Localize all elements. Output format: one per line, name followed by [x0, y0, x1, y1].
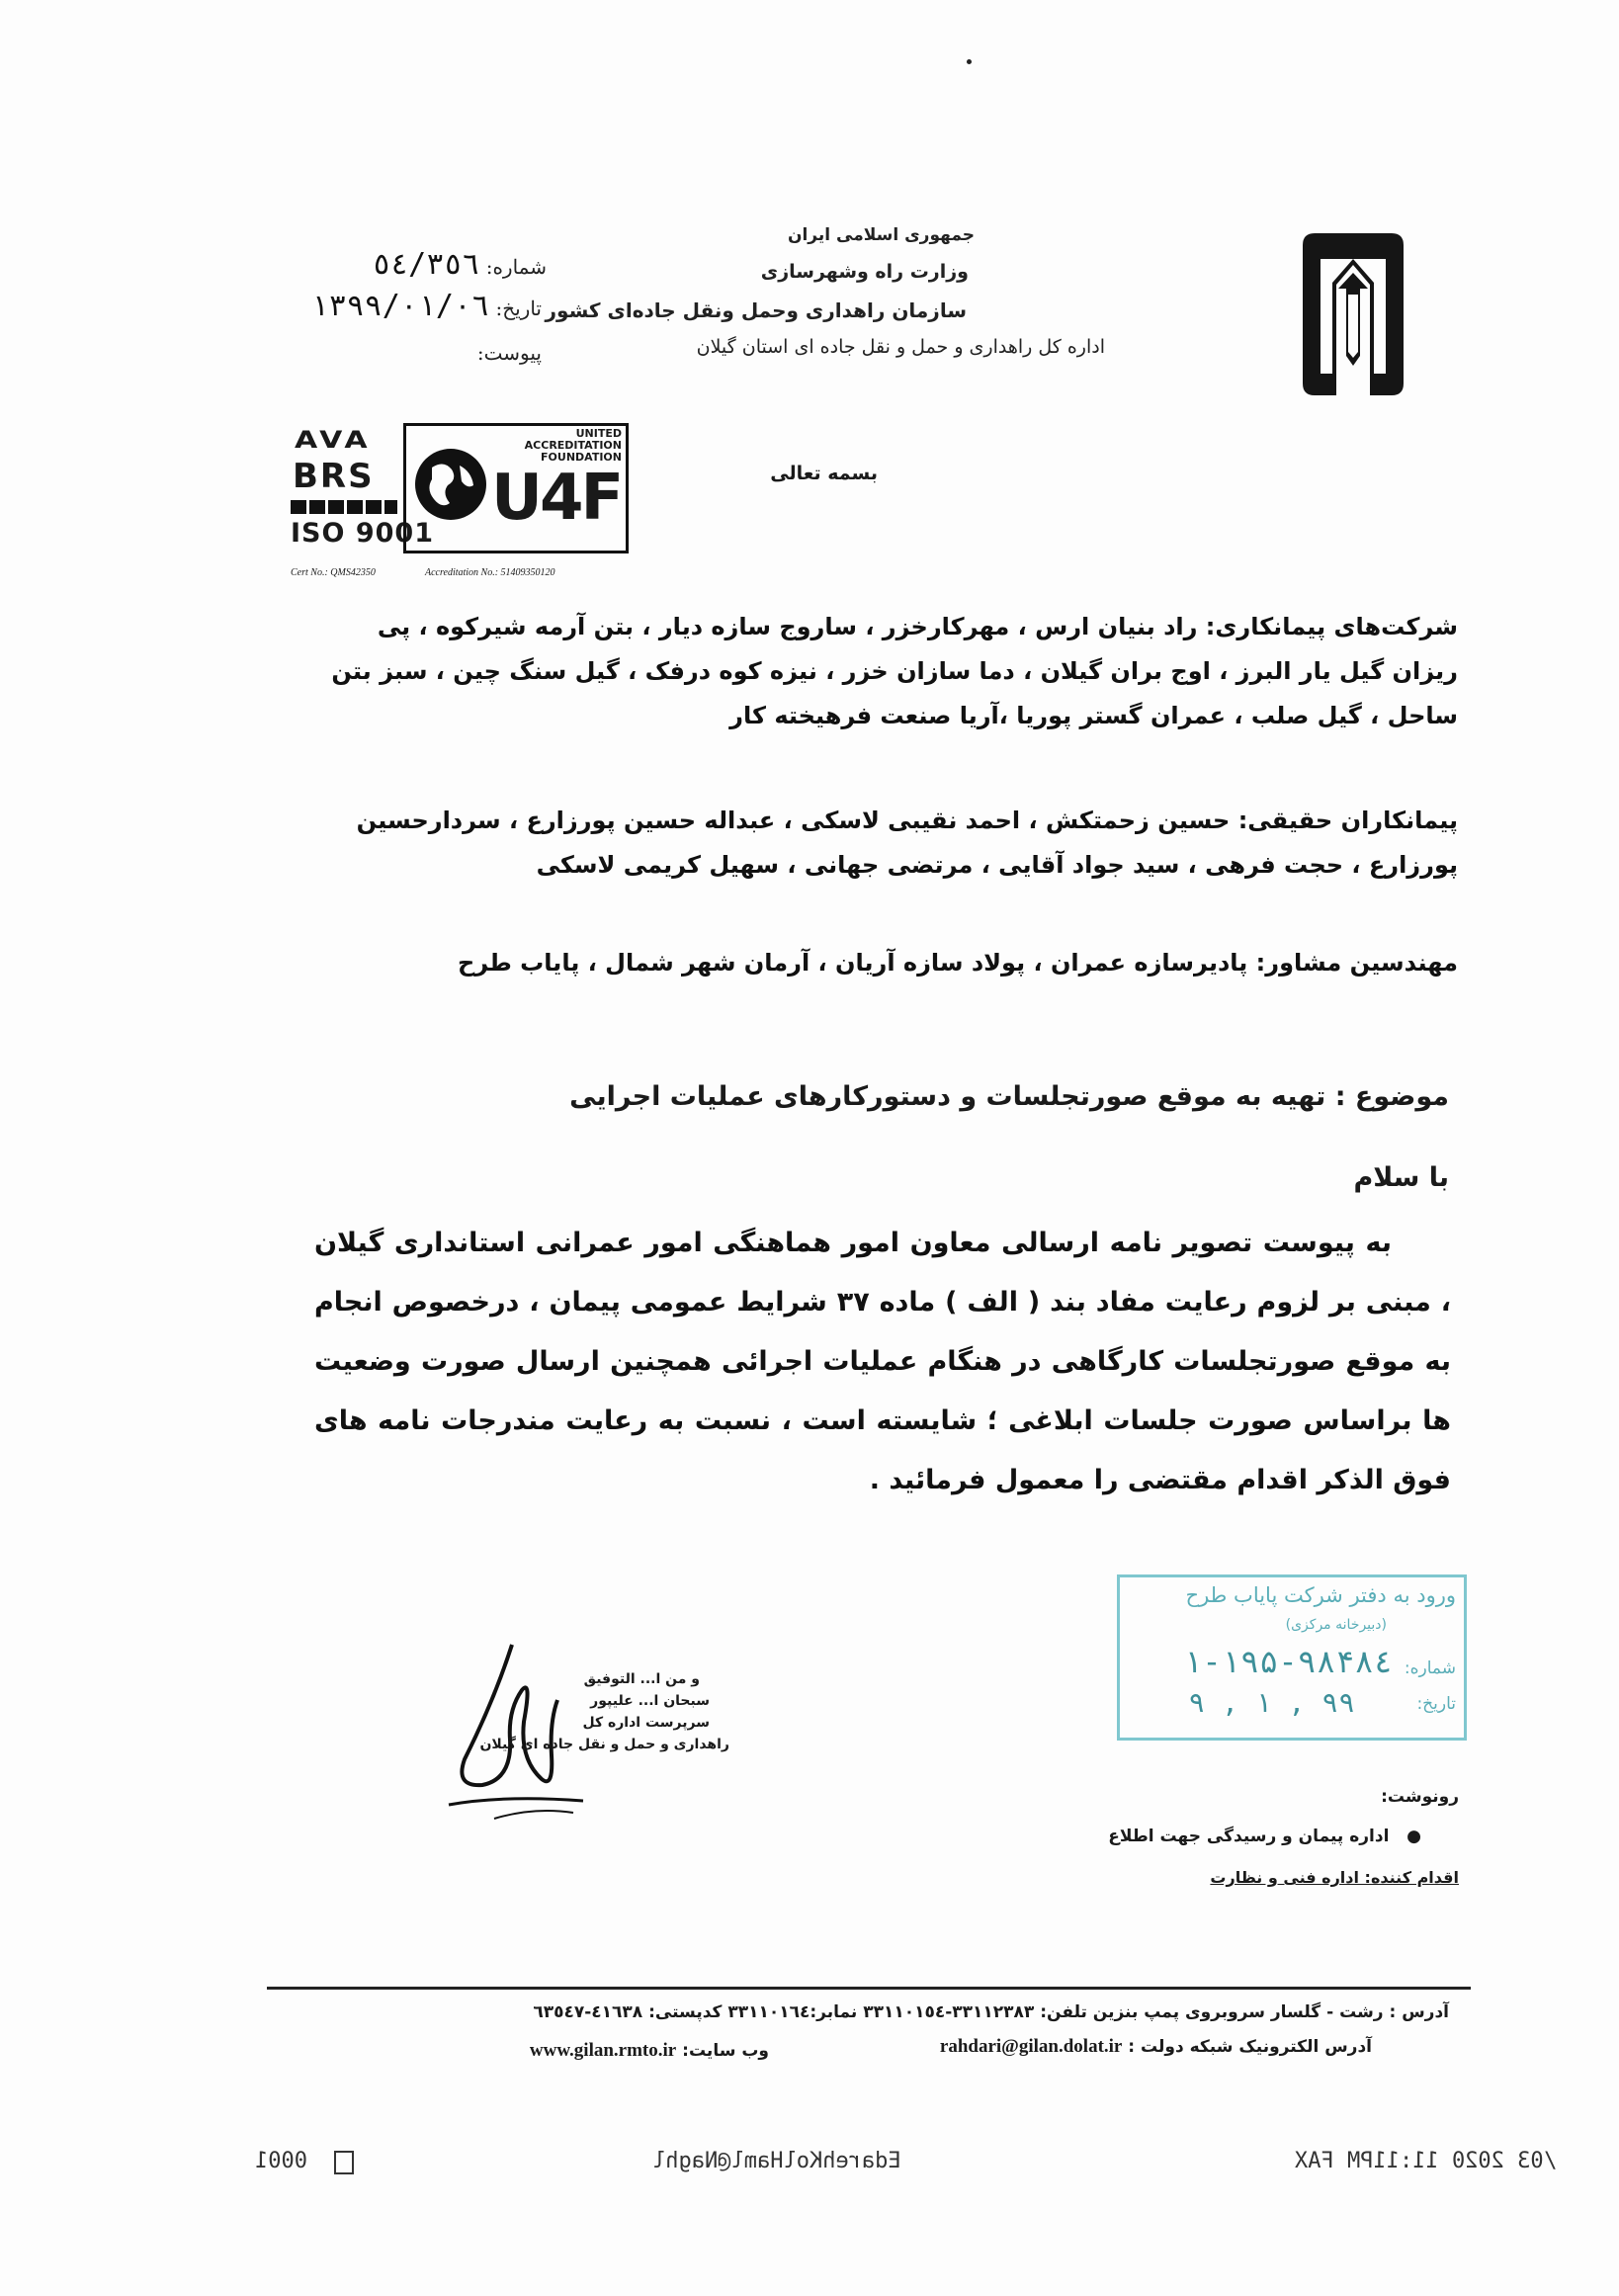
footer-email-row — [940, 2036, 1372, 2058]
letter-date-value: ١٣٩٩/٠١/٠٦ — [310, 289, 490, 323]
consultants-text: پادیرسازه عمران ، پولاد سازه آریان ، آرمان شهر شمال ، پایاب طرح — [457, 949, 1248, 977]
stamp-date-label: تاریخ: — [1416, 1694, 1456, 1714]
individuals-text: حسین زحمتکش ، احمد نقیبی لاسکی ، عبداله حسین پورزارع ، سردارحسین پورزارع ، حجت فرهی ، سید جواد آقایی ، مرتضی جهانی ، سهیل کریمی لاسکی — [356, 807, 1458, 879]
copy-item: اداره پیمان و رسیدگی جهت اطلاع — [1108, 1827, 1390, 1846]
footer-website[interactable]: www.gilan.rmto.ir — [529, 2040, 677, 2061]
header-organization: سازمان راهداری وحمل ونقل جاده‌ای کشور — [545, 298, 967, 322]
uaf-line2: ACCREDITATION — [524, 439, 622, 452]
uaf-line1: UNITED — [575, 427, 622, 440]
subject-line — [569, 1081, 1449, 1112]
accreditation-number: Accreditation No.: 51409350120 — [425, 567, 555, 578]
uaf-line3: FOUNDATION — [541, 451, 622, 464]
letter-attachment-label: پیوست: — [476, 341, 542, 365]
footer-email[interactable]: rahdari@gilan.dolat.ir — [939, 2036, 1123, 2057]
letter-number-row — [373, 247, 547, 282]
signature-title: سرپرست اداره کل — [582, 1715, 710, 1731]
brs-mark: AVA — [295, 426, 372, 455]
letter-number-label: شماره: — [485, 255, 547, 279]
subject-text: تهیه به موقع صورتجلسات و دستورکارهای عملیات اجرایی — [569, 1081, 1326, 1112]
uaf-logo: U4F — [491, 462, 622, 535]
fax-timestamp: /03 2020 11:11PM FAX — [1295, 2149, 1557, 2173]
header-directorate: اداره کل راهداری و حمل و نقل جاده ای استان گیلان — [696, 336, 1105, 358]
fax-sender: EdarehKolHaml@Naghl — [652, 2149, 901, 2173]
rmto-logo-icon — [1295, 225, 1411, 401]
brs-text: BRS — [293, 457, 375, 496]
signature-name: سبحان ا... علیپور — [590, 1693, 710, 1709]
recipients-contractors — [321, 605, 1458, 738]
individuals-label: پیمانکاران حقیقی: — [1237, 807, 1458, 834]
stamp-number-value: ۱-۱۹۵-۹۸۴۸٤ — [1183, 1643, 1393, 1680]
cert-number: Cert No.: QMS42350 — [291, 567, 376, 578]
reception-stamp — [1117, 1574, 1467, 1741]
copy-label: رونوشت: — [1381, 1787, 1459, 1807]
signature-block — [479, 1668, 729, 1755]
letter-date-label: تاریخ: — [495, 297, 542, 320]
fax-page-icon — [334, 2151, 354, 2174]
footer-website-label: وب سایت: — [682, 2041, 769, 2061]
signature-org: راهداری و حمل و نقل جاده ای گیلان — [479, 1737, 729, 1752]
recipients-consultants — [321, 941, 1458, 985]
subject-label: موضوع : — [1334, 1081, 1449, 1112]
stamp-title: ورود به دفتر شرکت پایاب طرح — [1185, 1583, 1456, 1607]
uaf-box — [403, 423, 629, 553]
letter-number-value: ٥٤/٣٥٦ — [372, 247, 480, 282]
contractors-text: راد بنیان ارس ، مهرکارخزر ، ساروج سازه دیار ، بتن آرمه شیرکوه ، پی ریزان گیل یار البرز ، اوج بران گیلان ، دما سازان خزر ، نیزه کوه درفک ، گیل سنگ چین ، سبز بتن ساحل ، گیل صلب ، عمران گستر پوریا ،آریا صنعت فرهیخته کار — [331, 613, 1458, 729]
globe-icon — [412, 446, 489, 523]
stamp-number-label: شماره: — [1404, 1658, 1456, 1678]
footer-website-row — [530, 2040, 769, 2062]
iso-text: ISO 9001 — [291, 518, 434, 549]
fax-page-count: 0001 — [255, 2149, 307, 2173]
bullet-icon: ● — [1395, 1827, 1421, 1846]
letter-date-row — [310, 289, 542, 323]
header-republic: جمهوری اسلامی ایران — [787, 225, 975, 245]
copy-item-row — [1108, 1827, 1421, 1846]
contractors-label: شرکت‌های پیمانکاری: — [1205, 613, 1458, 640]
stamp-date-value: ۹۹ , ۱ , ۹ — [1188, 1686, 1355, 1719]
certification-logos — [287, 423, 628, 586]
footer-email-label: آدرس الکترونیک شبکه دولت : — [1128, 2037, 1372, 2057]
speck-dot — [967, 59, 972, 64]
invocation: بسمه تعالی — [770, 463, 878, 484]
footer-address: آدرس : رشت - گلسار سروبروی پمپ بنزین تلفن: ٣٣١١٢٣٨٣-٣٣١١٠١٥٤ نمابر:٣٣١١٠١٦٤ کدپستی: ٤١٦٣٨-٦٣٥٤٧ — [533, 2002, 1449, 2022]
signature-closing: و من ا... التوفیق — [583, 1671, 700, 1687]
recipients-individuals — [321, 799, 1458, 888]
brs-bar — [291, 500, 397, 514]
stamp-subtitle: (دبیرخانه مرکزی) — [1285, 1617, 1387, 1633]
greeting: با سلام — [1353, 1162, 1449, 1193]
header-ministry: وزارت راه وشهرسازی — [760, 261, 969, 283]
copy-action: اقدام کننده: اداره فنی و نظارت — [1210, 1868, 1459, 1887]
footer-rule — [267, 1987, 1471, 1990]
letter-body: به پیوست تصویر نامه ارسالی معاون امور هماهنگی امور عمرانی استانداری گیلان ، مبنی بر لزوم رعایت مفاد بند ( الف ) ماده ۳۷ شرایط عمومی پیمان ، درخصوص انجام به موقع صورتجلسات کارگاهی در هنگام عملیات اجرائی همچنین ارسال صورت وضعیت ها براساس صورت جلسات ابلاغی ؛ شایسته است ، نسبت به رعایت مندرجات نامه های فوق الذکر اقدام مقتضی را معمول فرمائید . — [314, 1228, 1452, 1495]
consultants-label: مهندسین مشاور: — [1255, 949, 1458, 977]
